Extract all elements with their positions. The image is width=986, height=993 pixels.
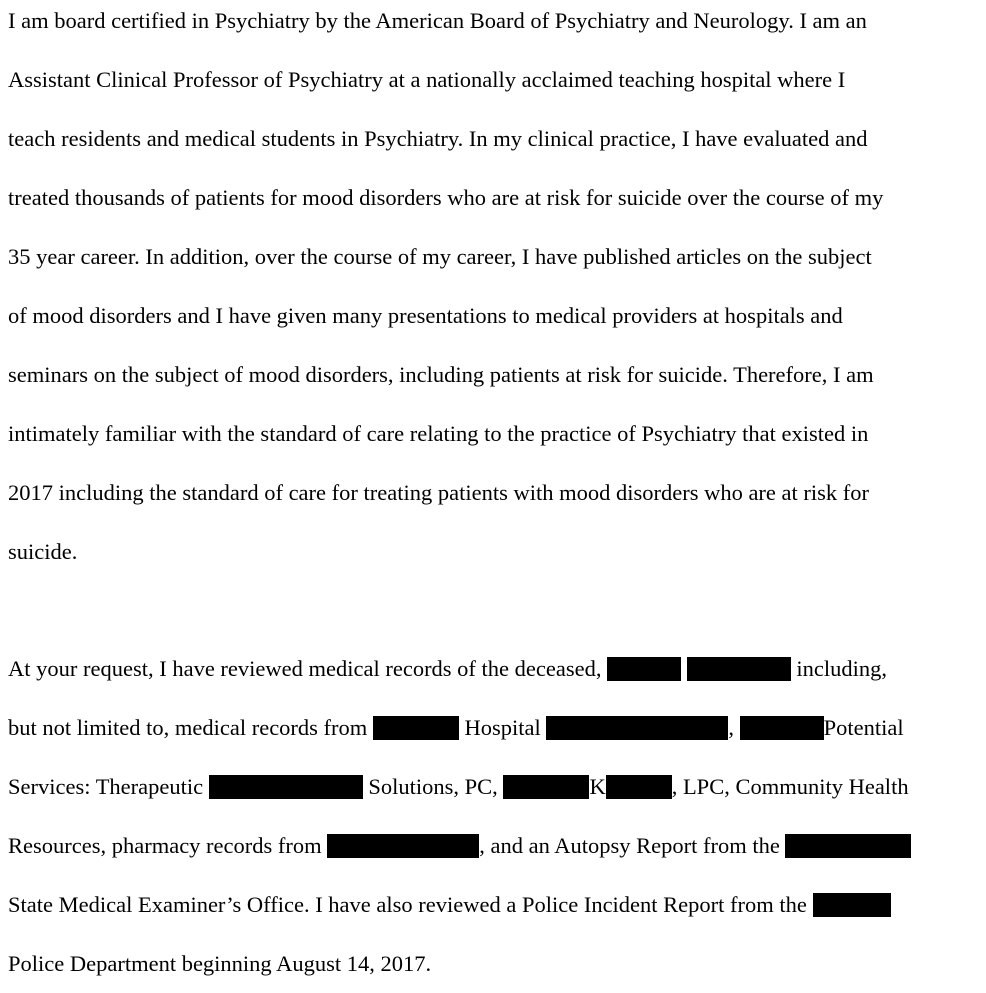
paragraph2-line-2 <box>8 714 904 742</box>
paragraph1-line-4: treated thousands of patients for mood disorders who are at risk for suicide over the course of my <box>8 185 884 210</box>
redaction-block <box>606 775 672 799</box>
text-segment: State Medical Examiner’s Office. I have also reviewed a Police Incident Report from the <box>8 892 807 917</box>
text-segment: , and an Autopsy Report from the <box>479 833 780 858</box>
text-segment: Potential <box>823 715 904 740</box>
paragraph2-line-5 <box>8 891 891 919</box>
redaction-block <box>209 775 363 799</box>
text-segment: Hospital <box>458 715 547 740</box>
paragraph2-line-1 <box>8 655 887 683</box>
redaction-block <box>813 893 891 917</box>
redaction-block <box>327 834 479 858</box>
paragraph2-line-3 <box>8 773 909 801</box>
paragraph2-line-6: Police Department beginning August 14, 2017. <box>8 951 432 976</box>
paragraph1-line-2: Assistant Clinical Professor of Psychiatry at a nationally acclaimed teaching hospital where I <box>8 67 846 92</box>
redaction-block <box>687 657 791 681</box>
paragraph1-line-6: of mood disorders and I have given many presentations to medical providers at hospitals and <box>8 303 843 328</box>
paragraph1-line-10: suicide. <box>8 539 78 564</box>
text-segment: but not limited to, medical records from <box>8 715 373 740</box>
paragraph1-line-1: I am board certified in Psychiatry by the American Board of Psychiatry and Neurology. I am an <box>8 8 867 33</box>
text-segment: including, <box>790 656 887 681</box>
paragraph1-line-3: teach residents and medical students in Psychiatry. In my clinical practice, I have evaluated and <box>8 126 868 151</box>
paragraph2-line-4 <box>8 832 911 860</box>
paragraph1-line-7: seminars on the subject of mood disorders, including patients at risk for suicide. Therefore, I am <box>8 362 874 387</box>
paragraph1-line-9: 2017 including the standard of care for treating patients with mood disorders who are at risk for <box>8 480 870 505</box>
redaction-block <box>546 716 728 740</box>
paragraph1-line-8: intimately familiar with the standard of care relating to the practice of Psychiatry that existed in <box>8 421 869 446</box>
redaction-block <box>373 716 459 740</box>
text-segment: Services: Therapeutic <box>8 774 209 799</box>
text-segment: , <box>728 715 740 740</box>
text-segment: Resources, pharmacy records from <box>8 833 328 858</box>
redaction-block <box>607 657 681 681</box>
text-segment: Solutions, PC, <box>362 774 504 799</box>
text-segment: K <box>589 774 606 799</box>
paragraph1-line-5: 35 year career. In addition, over the course of my career, I have published articles on the subject <box>8 244 872 269</box>
text-segment: At your request, I have reviewed medical records of the deceased, <box>8 656 608 681</box>
redaction-block <box>503 775 589 799</box>
text-segment: , LPC, Community Health <box>671 774 909 799</box>
redaction-block <box>785 834 911 858</box>
redaction-block <box>740 716 824 740</box>
